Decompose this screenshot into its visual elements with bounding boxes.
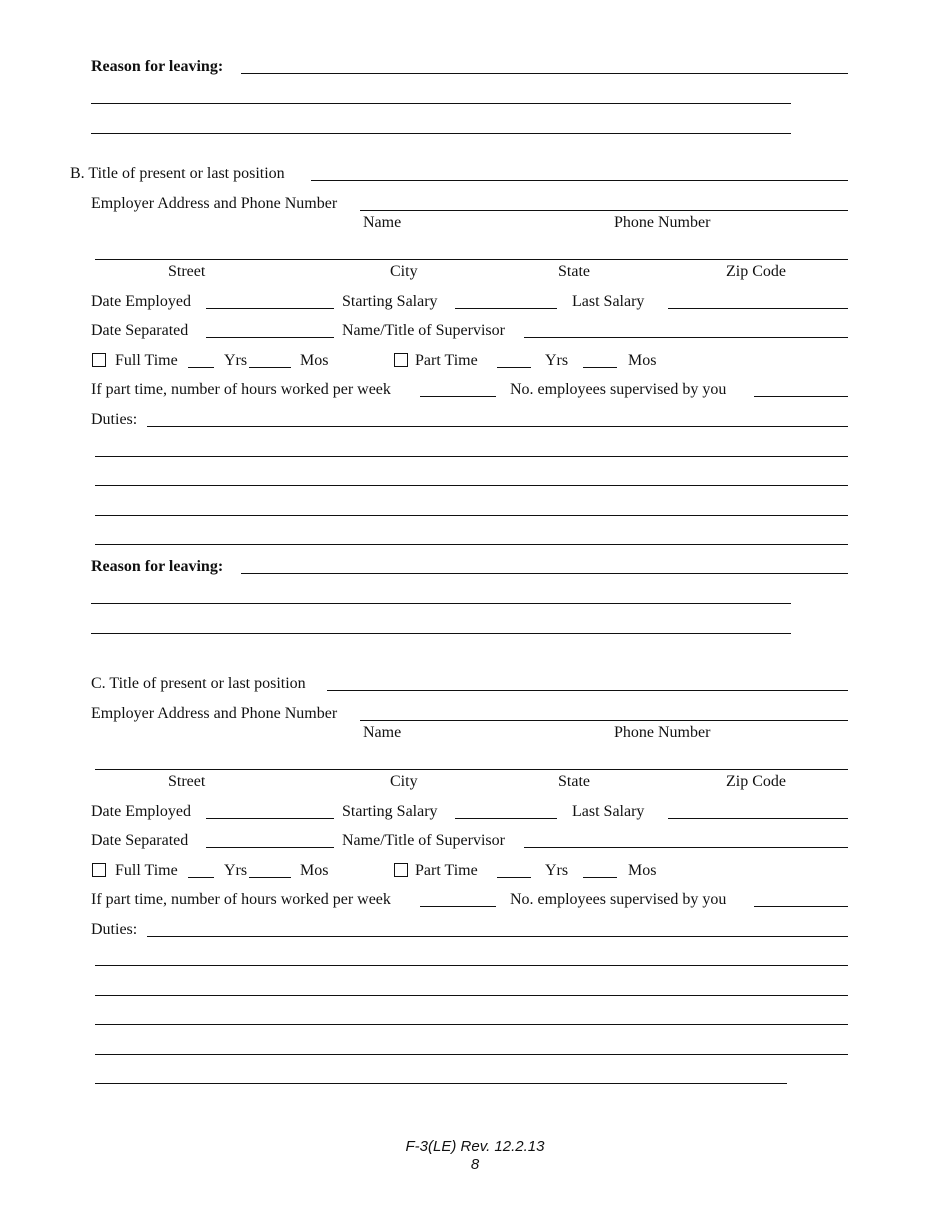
full-time-months-field-b[interactable] — [249, 367, 291, 368]
reason-for-leaving-label-b: Reason for leaving: — [91, 558, 224, 575]
page-number: 8 — [470, 1156, 480, 1173]
reason-for-leaving-field-b[interactable] — [241, 573, 848, 574]
employer-address-field-b[interactable] — [95, 259, 848, 260]
hours-per-week-field-b[interactable] — [420, 396, 496, 397]
duties-line-c-3[interactable] — [95, 995, 848, 996]
reason-for-leaving-line-b-3[interactable] — [91, 633, 791, 634]
name-caption-b: Name — [363, 214, 402, 231]
part-time-checkbox-c[interactable] — [394, 863, 408, 877]
name-caption-c: Name — [363, 724, 402, 741]
employer-name-phone-field-b[interactable] — [360, 210, 848, 211]
reason-for-leaving-field-a[interactable] — [241, 73, 848, 74]
employees-supervised-field-c[interactable] — [754, 906, 848, 907]
duties-line-c-6[interactable] — [95, 1083, 787, 1084]
position-title-label-c: C. Title of present or last position — [91, 675, 306, 692]
employer-address-field-c[interactable] — [95, 769, 848, 770]
phone-caption-c: Phone Number — [614, 724, 711, 741]
employer-name-phone-field-c[interactable] — [360, 720, 848, 721]
starting-salary-field-c[interactable] — [455, 818, 557, 819]
duties-line-c-5[interactable] — [95, 1054, 848, 1055]
hours-per-week-label-b: If part time, number of hours worked per week — [91, 381, 391, 398]
full-time-years-field-b[interactable] — [188, 367, 214, 368]
part-time-checkbox-b[interactable] — [394, 353, 408, 367]
date-separated-label-c: Date Separated — [91, 832, 189, 849]
city-caption-c: City — [390, 773, 418, 790]
reason-for-leaving-line-a-3[interactable] — [91, 133, 791, 134]
supervisor-field-b[interactable] — [524, 337, 848, 338]
full-time-yrs-label-b: Yrs — [224, 352, 248, 369]
last-salary-field-c[interactable] — [668, 818, 848, 819]
state-caption-b: State — [558, 263, 590, 280]
part-time-mos-label-c: Mos — [628, 862, 657, 879]
date-employed-label-c: Date Employed — [91, 803, 191, 820]
position-title-label-b: B. Title of present or last position — [70, 165, 285, 182]
reason-for-leaving-line-b-2[interactable] — [91, 603, 791, 604]
employees-supervised-label-c: No. employees supervised by you — [510, 891, 727, 908]
duties-line-b-5[interactable] — [95, 544, 848, 545]
full-time-mos-label-c: Mos — [300, 862, 329, 879]
part-time-mos-label-b: Mos — [628, 352, 657, 369]
part-time-months-field-c[interactable] — [583, 877, 617, 878]
full-time-months-field-c[interactable] — [249, 877, 291, 878]
starting-salary-field-b[interactable] — [455, 308, 557, 309]
employer-address-label-b: Employer Address and Phone Number — [91, 195, 338, 212]
part-time-years-field-c[interactable] — [497, 877, 531, 878]
duties-field-b[interactable] — [147, 426, 848, 427]
starting-salary-label-b: Starting Salary — [342, 293, 438, 310]
part-time-yrs-label-c: Yrs — [545, 862, 569, 879]
supervisor-field-c[interactable] — [524, 847, 848, 848]
last-salary-label-b: Last Salary — [572, 293, 645, 310]
date-employed-field-c[interactable] — [206, 818, 334, 819]
full-time-checkbox-b[interactable] — [92, 353, 106, 367]
duties-line-b-2[interactable] — [95, 456, 848, 457]
hours-per-week-label-c: If part time, number of hours worked per week — [91, 891, 391, 908]
street-caption-b: Street — [168, 263, 206, 280]
part-time-years-field-b[interactable] — [497, 367, 531, 368]
employees-supervised-label-b: No. employees supervised by you — [510, 381, 727, 398]
full-time-checkbox-c[interactable] — [92, 863, 106, 877]
duties-field-c[interactable] — [147, 936, 848, 937]
phone-caption-b: Phone Number — [614, 214, 711, 231]
duties-line-c-4[interactable] — [95, 1024, 848, 1025]
full-time-yrs-label-c: Yrs — [224, 862, 248, 879]
part-time-label-c: Part Time — [415, 862, 478, 879]
supervisor-label-c: Name/Title of Supervisor — [342, 832, 505, 849]
duties-line-b-3[interactable] — [95, 485, 848, 486]
zip-caption-b: Zip Code — [726, 263, 786, 280]
duties-label-b: Duties: — [91, 411, 138, 428]
duties-line-b-4[interactable] — [95, 515, 848, 516]
part-time-months-field-b[interactable] — [583, 367, 617, 368]
full-time-label-c: Full Time — [115, 862, 178, 879]
zip-caption-c: Zip Code — [726, 773, 786, 790]
last-salary-label-c: Last Salary — [572, 803, 645, 820]
full-time-label-b: Full Time — [115, 352, 178, 369]
full-time-years-field-c[interactable] — [188, 877, 214, 878]
position-title-field-b[interactable] — [311, 180, 848, 181]
state-caption-c: State — [558, 773, 590, 790]
form-id: F-3(LE) Rev. 12.2.13 — [405, 1138, 545, 1155]
part-time-label-b: Part Time — [415, 352, 478, 369]
last-salary-field-b[interactable] — [668, 308, 848, 309]
date-separated-label-b: Date Separated — [91, 322, 189, 339]
full-time-mos-label-b: Mos — [300, 352, 329, 369]
hours-per-week-field-c[interactable] — [420, 906, 496, 907]
employees-supervised-field-b[interactable] — [754, 396, 848, 397]
date-separated-field-c[interactable] — [206, 847, 334, 848]
part-time-yrs-label-b: Yrs — [545, 352, 569, 369]
date-employed-field-b[interactable] — [206, 308, 334, 309]
duties-label-c: Duties: — [91, 921, 138, 938]
date-employed-label-b: Date Employed — [91, 293, 191, 310]
supervisor-label-b: Name/Title of Supervisor — [342, 322, 505, 339]
reason-for-leaving-label-a: Reason for leaving: — [91, 58, 224, 75]
date-separated-field-b[interactable] — [206, 337, 334, 338]
duties-line-c-2[interactable] — [95, 965, 848, 966]
street-caption-c: Street — [168, 773, 206, 790]
starting-salary-label-c: Starting Salary — [342, 803, 438, 820]
position-title-field-c[interactable] — [327, 690, 848, 691]
city-caption-b: City — [390, 263, 418, 280]
employer-address-label-c: Employer Address and Phone Number — [91, 705, 338, 722]
reason-for-leaving-line-a-2[interactable] — [91, 103, 791, 104]
